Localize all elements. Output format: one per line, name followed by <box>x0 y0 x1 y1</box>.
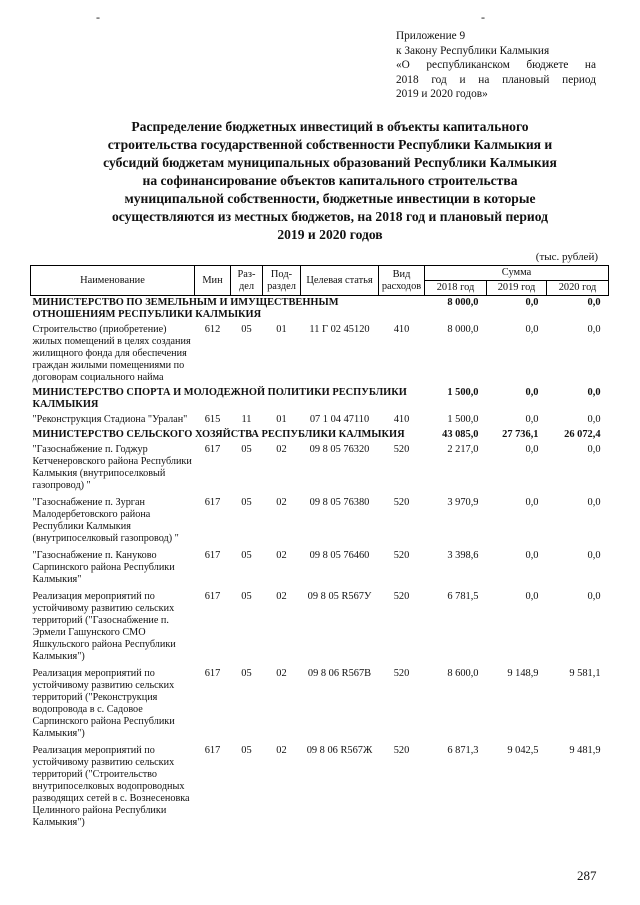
cell-razdel: 05 <box>241 668 252 679</box>
table-row <box>31 665 609 742</box>
cell-podrazdel: 02 <box>276 444 287 455</box>
table-row <box>31 321 609 386</box>
table-row <box>31 742 609 831</box>
page-number: 287 <box>577 868 597 883</box>
title-line: субсидий бюджетам муниципальных образований Республики Калмыкия <box>103 155 557 170</box>
col-header-min: Мин <box>195 266 231 296</box>
cell-article: 11 Г 02 45120 <box>309 324 370 335</box>
cell-razdel: 05 <box>241 591 252 602</box>
budget-table <box>30 265 609 831</box>
title-line: 2019 и 2020 годов <box>277 227 383 242</box>
cell-article: 09 8 05 76380 <box>309 497 370 508</box>
cell-vid: 520 <box>393 550 410 561</box>
header-mark-right: - <box>481 10 485 24</box>
col-header-vid: Вид расходов <box>379 266 425 296</box>
units-label: (тыс. рублей) <box>535 251 598 263</box>
cell-min: 617 <box>204 497 221 508</box>
cell-vid: 520 <box>393 444 410 455</box>
cell-2019: 0,0 <box>525 444 539 455</box>
cell-razdel: 05 <box>241 497 252 508</box>
cell-2019: 0,0 <box>525 297 539 308</box>
title-line: строительства государственной собственности Республики Калмыкия и <box>107 137 553 152</box>
cell-2018: 8 000,0 <box>447 297 479 308</box>
cell-name: МИНИСТЕРСТВО СПОРТА И МОЛОДЕЖНОЙ ПОЛИТИКИ РЕСПУБЛИКИ КАЛМЫКИЯ <box>32 387 407 410</box>
cell-2020: 26 072,4 <box>564 429 601 440</box>
cell-min: 617 <box>204 668 221 679</box>
cell-vid: 520 <box>393 668 410 679</box>
col-header-razdel: Раз-дел <box>231 266 263 296</box>
cell-podrazdel: 01 <box>276 324 287 335</box>
cell-2019: 9 148,9 <box>507 668 539 679</box>
table-row <box>31 441 609 494</box>
table-row <box>31 494 609 547</box>
cell-article: 09 8 05 R567У <box>307 591 372 602</box>
appendix-line: «О республиканском бюджете на <box>396 59 596 71</box>
cell-2020: 0,0 <box>587 297 601 308</box>
col-header-name: Наименование <box>31 266 195 296</box>
cell-article: 07 1 04 47110 <box>309 414 370 425</box>
cell-min: 617 <box>204 745 221 756</box>
table-row <box>31 588 609 665</box>
ministry-row <box>31 428 609 441</box>
col-header-podrazdel: Под-раздел <box>263 266 301 296</box>
table-body <box>31 296 609 832</box>
cell-min: 617 <box>204 444 221 455</box>
table-row <box>31 411 609 428</box>
appendix-line: 2019 и 2020 годов» <box>396 88 488 100</box>
cell-2018: 43 085,0 <box>442 429 479 440</box>
cell-2020: 9 481,9 <box>569 745 601 756</box>
cell-name: "Газоснабжение п. Годжур Кетченеровского района Республики Калмыкия (внутрипоселковый газопровод) " <box>32 444 192 491</box>
cell-2020: 0,0 <box>587 591 601 602</box>
cell-2019: 27 736,1 <box>502 429 539 440</box>
cell-name: Реализация мероприятий по устойчивому развитию сельских территорий ("Газоснабжение п. Эрмели Гашунского СМО Яшкульского района Республики Калмыкия") <box>32 591 176 662</box>
appendix-line: 2018 год и на плановый период <box>396 73 596 86</box>
title-line: на софинансирование объектов капитального строительства <box>142 173 518 188</box>
cell-min: 617 <box>204 591 221 602</box>
cell-2018: 8 000,0 <box>447 324 479 335</box>
col-header-sum: Сумма <box>425 266 609 281</box>
cell-name: "Газоснабжение п. Кануково Сарпинского района Республики Калмыкия" <box>32 550 175 585</box>
cell-vid: 520 <box>393 591 410 602</box>
cell-razdel: 05 <box>241 324 252 335</box>
appendix-line: Приложение 9 <box>396 30 466 42</box>
cell-vid: 410 <box>393 414 410 425</box>
cell-name: МИНИСТЕРСТВО ПО ЗЕМЕЛЬНЫМ И ИМУЩЕСТВЕННЫМ ОТНОШЕНИЯМ РЕСПУБЛИКИ КАЛМЫКИЯ <box>32 297 339 320</box>
cell-2019: 0,0 <box>525 550 539 561</box>
title-line: Распределение бюджетных инвестиций в объекты капитального <box>131 119 529 134</box>
cell-2018: 6 781,5 <box>447 591 479 602</box>
cell-podrazdel: 02 <box>276 550 287 561</box>
cell-razdel: 11 <box>241 414 252 425</box>
cell-article: 09 8 06 R567В <box>307 668 372 679</box>
cell-2018: 3 970,9 <box>447 497 479 508</box>
cell-min: 612 <box>204 324 221 335</box>
cell-2020: 0,0 <box>587 387 601 398</box>
cell-name: МИНИСТЕРСТВО СЕЛЬСКОГО ХОЗЯЙСТВА РЕСПУБЛИКИ КАЛМЫКИЯ <box>32 429 405 440</box>
cell-2019: 0,0 <box>525 497 539 508</box>
cell-razdel: 05 <box>241 745 252 756</box>
col-header-2020: 2020 год <box>547 281 609 296</box>
cell-vid: 410 <box>393 324 410 335</box>
ministry-row <box>31 296 609 322</box>
col-header-2019: 2019 год <box>487 281 547 296</box>
cell-min: 615 <box>204 414 221 425</box>
cell-min: 617 <box>204 550 221 561</box>
cell-name: Строительство (приобретение) жилых помещений в целях создания жилищного фонда для обеспечения граждан жилыми помещениями по договорам социального найма <box>32 324 191 383</box>
cell-vid: 520 <box>393 497 410 508</box>
cell-2020: 0,0 <box>587 414 601 425</box>
cell-vid: 520 <box>393 745 410 756</box>
cell-article: 09 8 05 76320 <box>309 444 370 455</box>
cell-2019: 0,0 <box>525 324 539 335</box>
cell-podrazdel: 02 <box>276 668 287 679</box>
cell-2020: 0,0 <box>587 550 601 561</box>
col-header-article: Целевая статья <box>301 266 379 296</box>
appendix-line: к Закону Республики Калмыкия <box>396 44 550 57</box>
cell-2020: 0,0 <box>587 324 601 335</box>
cell-2019: 0,0 <box>525 414 539 425</box>
cell-razdel: 05 <box>241 444 252 455</box>
cell-2019: 0,0 <box>525 591 539 602</box>
cell-2020: 0,0 <box>587 444 601 455</box>
table-row <box>31 547 609 588</box>
appendix-block <box>396 29 596 102</box>
cell-2018: 6 871,3 <box>447 745 479 756</box>
cell-podrazdel: 02 <box>276 497 287 508</box>
cell-2020: 0,0 <box>587 497 601 508</box>
ministry-row <box>31 386 609 411</box>
header-mark-left: - <box>96 10 100 24</box>
cell-article: 09 8 05 76460 <box>309 550 370 561</box>
title-line: осуществляются из местных бюджетов, на 2018 год и плановый период <box>111 209 549 224</box>
cell-name: Реализация мероприятий по устойчивому развитию сельских территорий ("Строительство внутрипоселковых водопроводных разводящих сетей в с. Вознесеновка Целинного района Республики Калмыкия") <box>32 745 190 828</box>
cell-2018: 1 500,0 <box>447 387 479 398</box>
cell-2019: 0,0 <box>525 387 539 398</box>
cell-article: 09 8 06 R567Ж <box>306 745 373 756</box>
cell-2020: 9 581,1 <box>569 668 601 679</box>
cell-razdel: 05 <box>241 550 252 561</box>
cell-2018: 2 217,0 <box>447 444 479 455</box>
document-title <box>60 118 600 244</box>
cell-podrazdel: 01 <box>276 414 287 425</box>
cell-name: Реализация мероприятий по устойчивому развитию сельских территорий ("Реконструкция водопровода в с. Садовое Сарпинского района Республики Калмыкия") <box>32 668 175 739</box>
cell-podrazdel: 02 <box>276 745 287 756</box>
cell-name: "Реконструкция Стадиона "Уралан" <box>32 414 188 425</box>
title-line: муниципальной собственности, бюджетные инвестиции в которые <box>124 191 536 206</box>
col-header-2018: 2018 год <box>425 281 487 296</box>
cell-podrazdel: 02 <box>276 591 287 602</box>
cell-2018: 1 500,0 <box>447 414 479 425</box>
cell-name: "Газоснабжение п. Зурган Малодербетовского района Республики Калмыкия (внутрипоселковый газопровод) " <box>32 497 179 544</box>
cell-2018: 8 600,0 <box>447 668 479 679</box>
cell-2018: 3 398,6 <box>447 550 479 561</box>
cell-2019: 9 042,5 <box>507 745 539 756</box>
